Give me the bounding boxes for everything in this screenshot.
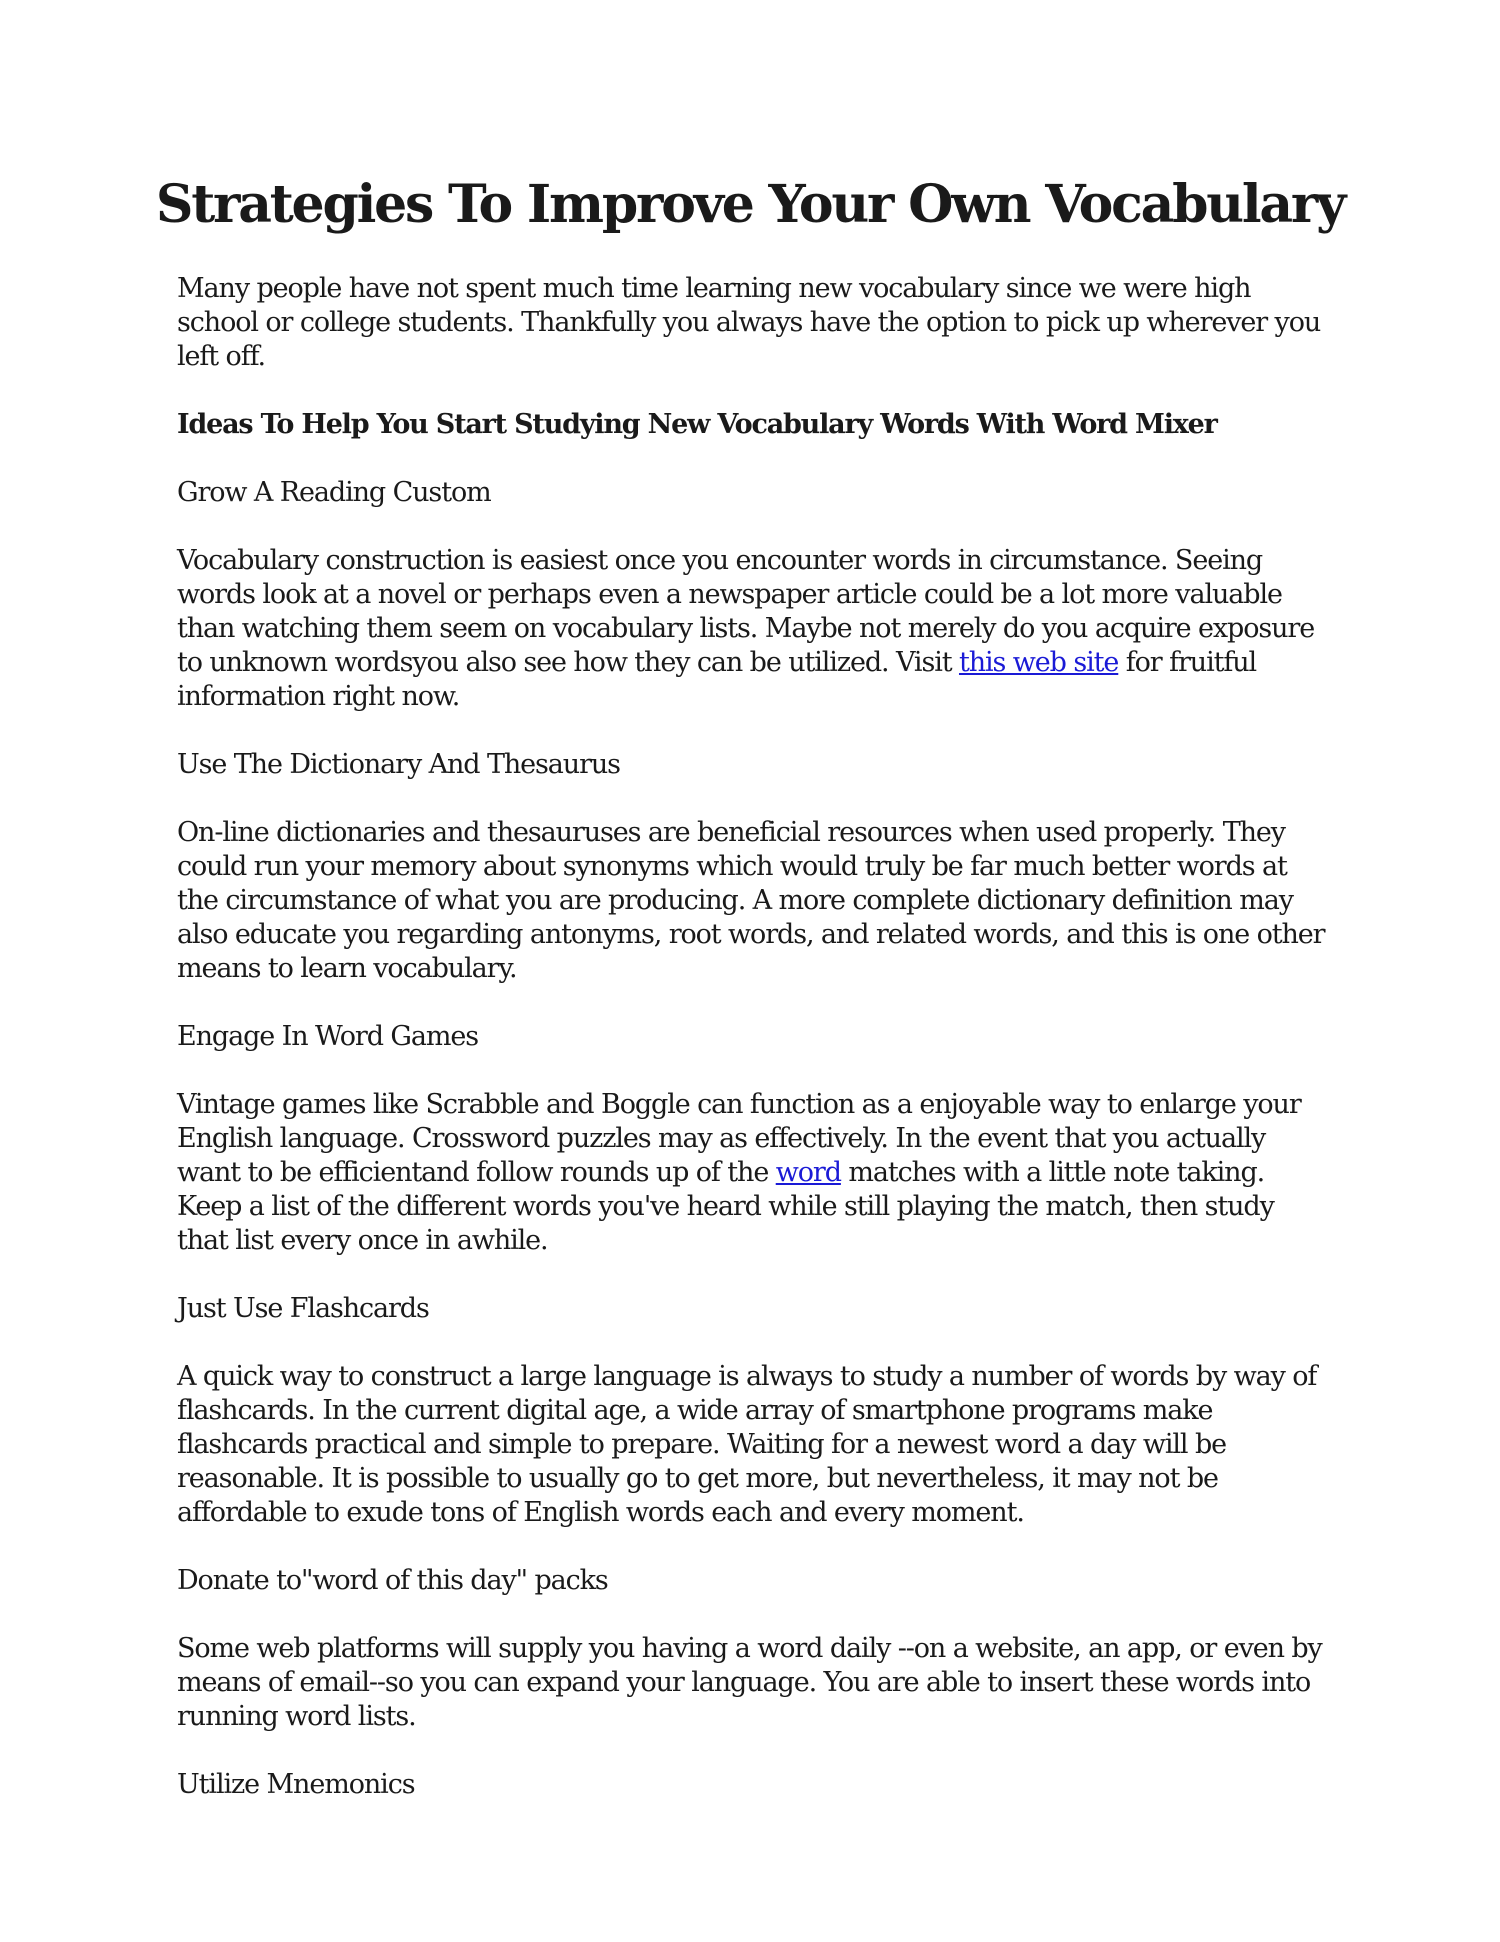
section-heading-word-games: Engage In Word Games [177, 1021, 479, 1052]
section-body-reading-custom [177, 544, 1329, 714]
section-heading-word-of-the-day: Donate to"word of this day" packs [177, 1565, 608, 1596]
article-subheading: Ideas To Help You Start Studying New Vocabulary Words With Word Mixer [177, 409, 1217, 440]
this-web-site-link[interactable]: this web site [958, 647, 1119, 678]
intro-paragraph: Many people have not spent much time learning new vocabulary since we were high school or college students. Thankfully you always have the option to pick up wherever you left off. [177, 273, 1321, 372]
paragraph-text: Vocabulary construction is easiest once you encounter words in circumstance. Seeing words look at a novel or perhaps even a newspaper article could be a lot more valuable than watching them seem on vocabulary lists. Maybe not merely do you acquire exposure to unknown wordsyou also see how they can be utilized. Visit [177, 545, 1315, 678]
paragraph-text: Vintage games like Scrabble and Boggle can function as a enjoyable way to enlarge your English language. Crossword puzzles may as effectively. In the event that you actually want to be efficientand follow rounds up of the [177, 1089, 1301, 1188]
word-link[interactable]: word [775, 1157, 841, 1188]
section-body-dictionary: On-line dictionaries and thesauruses are beneficial resources when used properly. They could run your memory about synonyms which would truly be far much better words at the circumstance of what you are producing. A more complete dictionary definition may also educate you regarding antonyms, root words, and related words, and this is one other means to learn vocabulary. [177, 817, 1325, 984]
section-body-word-of-the-day: Some web platforms will supply you having a word daily --on a website, an app, or even by means of email--so you can expand your language. You are able to insert these words into running word lists. [177, 1633, 1322, 1732]
paragraph-text: for fruitful information right now. [177, 647, 1257, 712]
paragraph-text: matches with a little note taking. Keep a list of the different words you've heard while still playing the match, then study that list every once in awhile. [177, 1157, 1274, 1256]
section-heading-flashcards: Just Use Flashcards [177, 1293, 429, 1324]
article-body [177, 272, 1329, 1836]
section-body-word-games [177, 1088, 1329, 1258]
page-title: Strategies To Improve Your Own Vocabulary [155, 174, 1345, 235]
section-heading-mnemonics: Utilize Mnemonics [177, 1769, 415, 1800]
section-body-flashcards: A quick way to construct a large language is always to study a number of words by way of flashcards. In the current digital age, a wide array of smartphone programs make flashcards practical and simple to prepare. Waiting for a newest word a day will be reasonable. It is possible to usually go to get more, but nevertheless, it may not be affordable to exude tons of English words each and every moment. [177, 1361, 1317, 1528]
section-heading-reading-custom: Grow A Reading Custom [177, 477, 491, 508]
section-heading-dictionary: Use The Dictionary And Thesaurus [177, 749, 620, 780]
